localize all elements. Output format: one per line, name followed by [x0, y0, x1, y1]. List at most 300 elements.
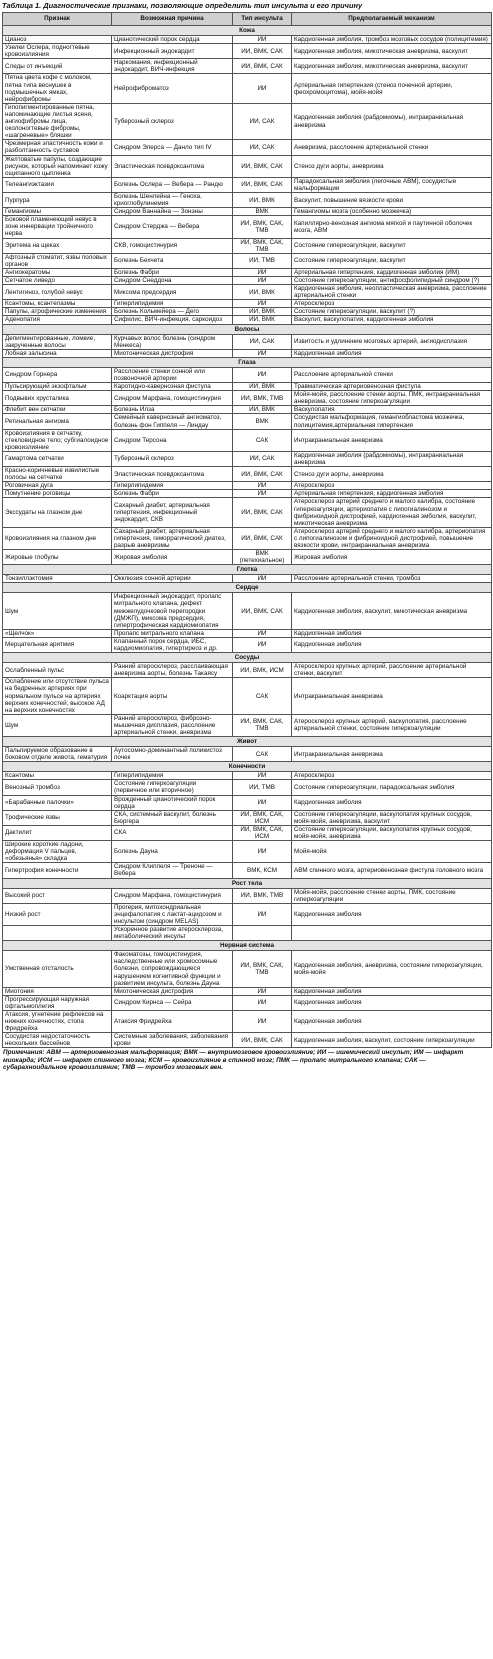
cell-mechanism: Парадоксальная эмболия (легочные АВМ), сосудистые мальформации	[292, 177, 492, 192]
cell-mechanism: Кардиогенная эмболия, неопластическая аневризма, расслоение артериальной стенки	[292, 285, 492, 300]
section-header-row	[3, 878, 492, 888]
table-row	[3, 268, 492, 276]
cell-stroke-type: ВМК (петехиальное)	[233, 550, 292, 565]
cell-stroke-type: ИИ	[233, 575, 292, 583]
cell-mechanism: Травматическая артериовенозная фистула	[292, 383, 492, 391]
section-title: Живот	[3, 737, 492, 747]
cell-sign: Дактилит	[3, 825, 112, 840]
cell-cause: Синдром Марфана, гомоцистинурия	[112, 888, 233, 903]
cell-sign: Гамартома сетчатки	[3, 451, 112, 466]
cell-mechanism: Сосудистая мальформация, гемангиобластома мозжечка, полицитемия,артериальная гипертензия	[292, 414, 492, 429]
table-row	[3, 987, 492, 995]
cell-cause: Каротидно-кавернозная фистула	[112, 383, 233, 391]
cell-mechanism: Капиллярно-венозная ангиома мягкой и паутинной оболочек мозга, АВМ	[292, 216, 492, 238]
table-row	[3, 550, 492, 565]
cell-stroke-type: ИИ, ВМК	[233, 192, 292, 207]
cell-sign: Узелки Ослера, подногтевые кровоизлияния	[3, 44, 112, 59]
table-row	[3, 863, 492, 878]
cell-mechanism: Кардиогенная эмболия (рабдомиомы), интракраниальная аневризма	[292, 451, 492, 466]
cell-cause: Синдром Марфана, гомоцистинурия	[112, 391, 233, 406]
cell-stroke-type: ИИ, ВМК, САК	[233, 155, 292, 177]
table-row	[3, 285, 492, 300]
cell-mechanism: Состояние гиперкоагуляции, васкулит	[292, 253, 492, 268]
table-row	[3, 825, 492, 840]
table-row	[3, 59, 492, 74]
cell-stroke-type: ИИ	[233, 841, 292, 863]
cell-cause: Цианотический порок сердца	[112, 36, 233, 44]
cell-mechanism: Кардиогенная эмболия, васкулит, микотическая аневризма	[292, 593, 492, 629]
cell-stroke-type: ИИ, ВМК	[233, 285, 292, 300]
cell-cause: Болезнь Бехчета	[112, 253, 233, 268]
cell-stroke-type: ИИ, ВМК, ТМВ	[233, 391, 292, 406]
cell-mechanism	[292, 926, 492, 941]
table-row	[3, 414, 492, 429]
cell-stroke-type: ИИ	[233, 277, 292, 285]
cell-sign: Синдром Горнера	[3, 367, 112, 382]
cell-cause: Курчавых волос болезнь (синдром Менкеса)	[112, 334, 233, 349]
cell-mechanism: Кардиогенная эмболия	[292, 995, 492, 1010]
cell-sign: Телеангиэктазии	[3, 177, 112, 192]
cell-stroke-type: ИИ	[233, 74, 292, 103]
cell-cause: Гиперлипидемия	[112, 482, 233, 490]
cell-sign: «Барабанные палочки»	[3, 795, 112, 810]
cell-cause: Сифилис, ВИЧ-инфекция, саркоидоз	[112, 316, 233, 324]
table-row	[3, 575, 492, 583]
table-row	[3, 383, 492, 391]
table-row	[3, 44, 492, 59]
cell-cause: Клапанный порок сердца, ИБС, кардиомиопатия, гипертиреоз и др.	[112, 637, 233, 652]
section-title: Сердце	[3, 583, 492, 593]
cell-cause: Гиперлипидемия	[112, 772, 233, 780]
cell-mechanism: Стеноз дуги аорты, аневризма	[292, 155, 492, 177]
cell-cause: Миотоническая дистрофия	[112, 349, 233, 357]
section-title: Кожа	[3, 26, 492, 36]
cell-mechanism: Гемангиомы мозга (особенно мозжечка)	[292, 208, 492, 216]
cell-stroke-type: ИИ, ВМК, САК	[233, 498, 292, 527]
cell-mechanism: Мойя-мойя, расслоение стенки аорты, ПМК, состояние гиперкоагуляции	[292, 888, 492, 903]
cell-cause: СКА, системный васкулит, болезнь Бюргера	[112, 810, 233, 825]
cell-sign: Шум	[3, 593, 112, 629]
section-header-row	[3, 357, 492, 367]
header-sign: Признак	[3, 13, 112, 26]
cell-sign: Ангиокератомы	[3, 268, 112, 276]
cell-sign: Аденопатия	[3, 316, 112, 324]
cell-cause: Синдром Элерса — Данло тип IV	[112, 140, 233, 155]
cell-cause: Коарктация аорты	[112, 678, 233, 714]
cell-sign: Помутнение роговицы	[3, 490, 112, 498]
cell-sign: Ксантомы, ксантелазмы	[3, 300, 112, 308]
cell-mechanism: Мойя-мойя, расслоение стенки аорты, ПМК, интракраниальная аневризма, состояние гиперкоагуляции	[292, 391, 492, 406]
cell-cause: Врожденный цианотический порок сердца	[112, 795, 233, 810]
cell-mechanism: Стеноз дуги аорты, аневризма	[292, 467, 492, 482]
table-row	[3, 238, 492, 253]
section-header-row	[3, 324, 492, 334]
cell-cause: Болезнь Кольмейера — Дего	[112, 308, 233, 316]
cell-stroke-type: ИИ, ВМК, САК	[233, 527, 292, 549]
cell-sign: Пальпируемое образование в боковом отделе живота, гематурия	[3, 747, 112, 762]
cell-mechanism: Кардиогенная эмболия	[292, 349, 492, 357]
cell-cause: Пролапс митрального клапана	[112, 629, 233, 637]
table-row	[3, 903, 492, 925]
cell-sign: Чрезмерная эластичность кожи и разболтанность суставов	[3, 140, 112, 155]
cell-cause: Инфекционный эндокардит	[112, 44, 233, 59]
cell-stroke-type: ИИ, САК	[233, 451, 292, 466]
cell-sign: Лобная залысина	[3, 349, 112, 357]
table-row	[3, 36, 492, 44]
cell-cause: Миотоническая дистрофия	[112, 987, 233, 995]
cell-sign: Шум	[3, 714, 112, 736]
cell-cause: Аутосомно-доминантный поликистоз почек	[112, 747, 233, 762]
table-row	[3, 1033, 492, 1048]
cell-stroke-type: САК	[233, 747, 292, 762]
cell-mechanism: Атеросклероз крупных артерий, васкулопатия, расслоение артериальной стенки, состояние гиперкоагуляции	[292, 714, 492, 736]
section-title: Сосуды	[3, 653, 492, 663]
header-stroke-type: Тип инсульта	[233, 13, 292, 26]
cell-sign: Гемангиомы	[3, 208, 112, 216]
table-row	[3, 663, 492, 678]
cell-stroke-type: ИИ	[233, 987, 292, 995]
cell-sign: Роговичная дуга	[3, 482, 112, 490]
cell-stroke-type: ИИ, ВМК, САК, ИСМ	[233, 825, 292, 840]
table-body	[3, 26, 492, 1048]
table-row	[3, 451, 492, 466]
table-row	[3, 810, 492, 825]
cell-stroke-type	[233, 926, 292, 941]
cell-mechanism: Жировая эмболия	[292, 550, 492, 565]
cell-sign: Афтозный стоматит, язвы половых органов	[3, 253, 112, 268]
table-row	[3, 367, 492, 382]
cell-stroke-type: ИИ	[233, 300, 292, 308]
cell-sign: Ксантомы	[3, 772, 112, 780]
cell-mechanism: Атеросклероз	[292, 482, 492, 490]
table-row	[3, 780, 492, 795]
cell-cause: Болезнь Фабри	[112, 268, 233, 276]
cell-cause: Наркомания, инфекционный эндокардит, ВИЧ-инфекция	[112, 59, 233, 74]
cell-cause: Ускоренное развитие атеросклероза, метаболический инсульт	[112, 926, 233, 941]
cell-mechanism: Состояние гиперкоагуляции, васкулопатия крупных сосудов, мойя-мойя, аневризма	[292, 825, 492, 840]
cell-sign: Гипертрофия конечности	[3, 863, 112, 878]
section-title: Конечности	[3, 762, 492, 772]
cell-stroke-type: ИИ, ВМК, САК	[233, 177, 292, 192]
table-row	[3, 593, 492, 629]
diagnostic-signs-table	[2, 12, 492, 1048]
cell-mechanism: Атеросклероз артерий среднего и малого калибра, артериопатия с липогиалинозом и фибриноидной дистрофией, повышение вязкости крови, интракраниальная аневризма	[292, 527, 492, 549]
cell-stroke-type: ВМК, КСМ	[233, 863, 292, 878]
cell-stroke-type: ИИ	[233, 772, 292, 780]
cell-mechanism: Кардиогенная эмболия, васкулит, состояние гиперкоагуляции	[292, 1033, 492, 1048]
cell-stroke-type: ИИ, ВМК	[233, 316, 292, 324]
cell-sign: Ослабление или отсутствие пульса на бедренных артериях при нормальном пульсе на артериях верхних конечностей; высокое АД на верхних конечностях	[3, 678, 112, 714]
table-row	[3, 253, 492, 268]
cell-mechanism: Состояние гиперкоагуляции, парадоксальная эмболия	[292, 780, 492, 795]
section-header-row	[3, 762, 492, 772]
cell-mechanism: Интракраниальная аневризма	[292, 678, 492, 714]
cell-cause: Болезнь Дауна	[112, 841, 233, 863]
table-row	[3, 140, 492, 155]
cell-mechanism: Кардиогенная эмболия	[292, 987, 492, 995]
table-row	[3, 772, 492, 780]
cell-cause: Ранний атеросклероз, расслаивающая аневризма аорты, болезнь Такаясу	[112, 663, 233, 678]
cell-sign: Экссудаты на глазном дне	[3, 498, 112, 527]
table-notes: Примечания: АВМ — артериовенозная мальформация; ВМК — внутримозговое кровоизлияние; ИИ — ишемический инсульт; ИМ — инфаркт миокарда; ИСМ — инфаркт спинного мозга; КСМ — кровоизлияние в спинной мозг; ПМК — пролапс митрального клапана; САК — субарахноидальное кровоизлияние; ТМВ — тромбоз мозговых вен.	[3, 1049, 464, 1072]
cell-mechanism: Состояние гиперкоагуляции, васкулит	[292, 238, 492, 253]
table-row	[3, 888, 492, 903]
cell-sign: Широкие короткие ладони, деформация V пальцев, «обезьянья» складка	[3, 841, 112, 863]
section-title: Нервная система	[3, 941, 492, 951]
cell-sign: «Щелчок»	[3, 629, 112, 637]
cell-mechanism: Извитость и удлинение мозговых артерий, ангиодисплазия	[292, 334, 492, 349]
cell-sign: Подвывих хрусталика	[3, 391, 112, 406]
table-row	[3, 498, 492, 527]
cell-cause: СКА	[112, 825, 233, 840]
cell-sign: Атаксия, угнетение рефлексов на нижних конечностях, стопа Фридрейха	[3, 1010, 112, 1032]
cell-mechanism: Васкулит, повышение вязкости крови	[292, 192, 492, 207]
cell-stroke-type: ИИ	[233, 637, 292, 652]
cell-cause: Болезнь Фабри	[112, 490, 233, 498]
table-row	[3, 391, 492, 406]
cell-mechanism: Атеросклероз крупных артерий, расслоение артериальной стенки, васкулит	[292, 663, 492, 678]
section-header-row	[3, 653, 492, 663]
cell-mechanism: Кардиогенная эмболия, аневризма, состояние гиперкоагуляции, мойя-мойя	[292, 951, 492, 987]
cell-sign: Пурпура	[3, 192, 112, 207]
cell-mechanism: Аневризма, расслоение артериальной стенки	[292, 140, 492, 155]
cell-mechanism: Кардиогенная эмболия	[292, 629, 492, 637]
cell-mechanism: Кардиогенная эмболия, микотическая аневризма, васкулит	[292, 59, 492, 74]
cell-mechanism: Кардиогенная эмболия	[292, 795, 492, 810]
cell-mechanism: Атеросклероз	[292, 300, 492, 308]
cell-mechanism: Состояние гиперкоагуляции, васкулопатия крупных сосудов, мойя-мойя, аневризма, васкулит	[292, 810, 492, 825]
cell-cause: Сахарный диабет, артериальная гипертензия, геморрагический диатез, разрыв аневризмы	[112, 527, 233, 549]
table-row	[3, 747, 492, 762]
section-header-row	[3, 941, 492, 951]
cell-stroke-type: ИИ	[233, 482, 292, 490]
cell-sign: Прогрессирующая наружная офтальмоплегия	[3, 995, 112, 1010]
table-row	[3, 192, 492, 207]
cell-stroke-type: ВМК	[233, 208, 292, 216]
cell-stroke-type: ИИ, ВМК, САК, ТМВ	[233, 216, 292, 238]
cell-cause: Синдром Кирнса — Сейра	[112, 995, 233, 1010]
cell-stroke-type: ИИ, ВМК, САК, ТМВ	[233, 714, 292, 736]
cell-sign: Желтоватые папулы, создающие рисунок, который напоминает кожу ощипанного цыпленка	[3, 155, 112, 177]
cell-stroke-type: ИИ, ВМК, САК	[233, 467, 292, 482]
cell-stroke-type: ИИ, САК	[233, 140, 292, 155]
cell-mechanism: Расслоение артериальной стенки	[292, 367, 492, 382]
cell-stroke-type: ИИ	[233, 367, 292, 382]
cell-stroke-type: ИИ, ВМК, САК	[233, 44, 292, 59]
cell-mechanism: АВМ спинного мозга, артериовенозная фистула головного мозга	[292, 863, 492, 878]
cell-sign: Цианоз	[3, 36, 112, 44]
table-row	[3, 334, 492, 349]
cell-sign: Сосудистая недостаточность нескольких бассейнов	[3, 1033, 112, 1048]
table-row	[3, 208, 492, 216]
cell-stroke-type: ИИ, ВМК, САК	[233, 1033, 292, 1048]
cell-sign: Ретинальная ангиома	[3, 414, 112, 429]
cell-stroke-type: ИИ	[233, 268, 292, 276]
cell-cause: Болезнь Ослера — Вебера — Рандю	[112, 177, 233, 192]
cell-stroke-type: ИИ, ВМК, САК, ТМВ	[233, 951, 292, 987]
section-header-row	[3, 583, 492, 593]
cell-cause: Гиперлипидемия	[112, 300, 233, 308]
cell-stroke-type: ИИ	[233, 995, 292, 1010]
table-row	[3, 300, 492, 308]
cell-sign: Жировые глобулы	[3, 550, 112, 565]
table-row	[3, 74, 492, 103]
table-row	[3, 637, 492, 652]
cell-cause: Синдром Клиппеля — Треноне — Вебера	[112, 863, 233, 878]
cell-cause: Состояние гиперкоагуляции (первичное или вторичное)	[112, 780, 233, 795]
table-row	[3, 841, 492, 863]
cell-mechanism: Кардиогенная эмболия, микотическая аневризма, васкулит	[292, 44, 492, 59]
cell-sign: Следы от инъекций	[3, 59, 112, 74]
section-title: Глаза	[3, 357, 492, 367]
table-row	[3, 951, 492, 987]
cell-stroke-type: ИИ	[233, 36, 292, 44]
cell-cause: Синдром Ваннайна — Зонэны	[112, 208, 233, 216]
cell-cause: Ранний атеросклероз, фиброзно-мышечная дисплазия, расслоение артериальной стенки, аневризма	[112, 714, 233, 736]
cell-cause: Эластическая псевдоксантома	[112, 467, 233, 482]
table-row	[3, 216, 492, 238]
cell-sign: Низкий рост	[3, 903, 112, 925]
table-row	[3, 429, 492, 451]
cell-cause: Жировая эмболия	[112, 550, 233, 565]
cell-cause: Синдром Стерджа — Вебера	[112, 216, 233, 238]
table-row	[3, 678, 492, 714]
table-row	[3, 795, 492, 810]
table-row	[3, 308, 492, 316]
table-row	[3, 482, 492, 490]
cell-cause: Миксома предсердия	[112, 285, 233, 300]
cell-mechanism: Интракраниальная аневризма	[292, 429, 492, 451]
cell-cause: Нейрофиброматоз	[112, 74, 233, 103]
table-caption: Таблица 1. Диагностические признаки, позволяющие определить тип инсульта и его причину	[2, 1, 363, 10]
table-row	[3, 926, 492, 941]
cell-sign: Красно-коричневые извилистые полосы на сетчатке	[3, 467, 112, 482]
cell-stroke-type: САК	[233, 429, 292, 451]
table-row	[3, 277, 492, 285]
cell-mechanism: Васкулит, васкулопатия, кардиогенная эмболия	[292, 316, 492, 324]
cell-mechanism: Кардиогенная эмболия	[292, 903, 492, 925]
cell-sign: Папулы, атрофические изменения	[3, 308, 112, 316]
cell-sign: Боковой пламенеющий невус в зоне иннервации тройничного нерва	[3, 216, 112, 238]
cell-cause: Системные заболевания, заболевания крови	[112, 1033, 233, 1048]
cell-stroke-type: ИИ	[233, 629, 292, 637]
table-row	[3, 467, 492, 482]
table-row	[3, 103, 492, 139]
table-row	[3, 527, 492, 549]
section-title: Рост тела	[3, 878, 492, 888]
cell-cause: Семейный кавернозный ангиоматоз, болезнь фон Гиппеля — Линдау	[112, 414, 233, 429]
table-row	[3, 995, 492, 1010]
cell-mechanism: Васкулопатия	[292, 406, 492, 414]
cell-cause: Болезнь Илза	[112, 406, 233, 414]
cell-sign	[3, 926, 112, 941]
cell-stroke-type: ИИ	[233, 1010, 292, 1032]
cell-mechanism: Кардиогенная эмболия	[292, 637, 492, 652]
cell-sign: Кровоизлияния на глазном дне	[3, 527, 112, 549]
cell-mechanism: Интракраниальная аневризма	[292, 747, 492, 762]
cell-sign: Эритема на щеках	[3, 238, 112, 253]
cell-sign: Трофические язвы	[3, 810, 112, 825]
cell-stroke-type: ИИ, САК	[233, 334, 292, 349]
cell-sign: Пятна цвета кофе с молоком, пятна типа веснушек в подмышечных ямках, нейрофибромы	[3, 74, 112, 103]
cell-mechanism: Состояние гиперкоагуляции, васкулит (?)	[292, 308, 492, 316]
section-title: Волосы	[3, 324, 492, 334]
cell-cause: Факоматозы, гомоцистинурия, наследственные или хромосомные болезни, сопровождающиеся нарушением когнитивной функции и развитием инсульта, болезнь Дауна	[112, 951, 233, 987]
cell-cause: Инфекционный эндокардит, пролапс митрального клапана, дефект межжелудочковой перегородки (ДМЖП), миксома предсердия, гипертрофическая кардиомиопатия	[112, 593, 233, 629]
cell-stroke-type: ИИ, ВМК	[233, 383, 292, 391]
table-row	[3, 406, 492, 414]
section-header-row	[3, 26, 492, 36]
cell-cause: Сахарный диабет, артериальная гипертензия, инфекционный эндокардит, СКВ	[112, 498, 233, 527]
cell-sign: Кровоизлияния в сетчатку, стекловидное тело; субгиалоидное кровоизлияние	[3, 429, 112, 451]
cell-sign: Флебит вен сетчатки	[3, 406, 112, 414]
cell-mechanism: Кардиогенная эмболия, тромбоз мозговых сосудов (полицитемия)	[292, 36, 492, 44]
section-title: Глотка	[3, 565, 492, 575]
table-row	[3, 1010, 492, 1032]
table-row	[3, 629, 492, 637]
cell-cause: Болезнь Шенлейна — Геноха, криоглобулинемия	[112, 192, 233, 207]
cell-stroke-type: ИИ	[233, 795, 292, 810]
cell-cause: Окклюзия сонной артерии	[112, 575, 233, 583]
header-cause: Возможная причина	[112, 13, 233, 26]
cell-stroke-type: ИИ, ВМК, САК	[233, 593, 292, 629]
table-row	[3, 316, 492, 324]
cell-sign: Ослабленный пульс	[3, 663, 112, 678]
cell-stroke-type: ИИ	[233, 903, 292, 925]
cell-stroke-type: ИИ	[233, 349, 292, 357]
cell-sign: Миотония	[3, 987, 112, 995]
cell-sign: Венозный тромбоз	[3, 780, 112, 795]
cell-cause: Синдром Терсона	[112, 429, 233, 451]
header-mechanism: Предполагаемый механизм	[292, 13, 492, 26]
cell-stroke-type: ИИ, ВМК, ТМВ	[233, 888, 292, 903]
cell-sign: Высокий рост	[3, 888, 112, 903]
cell-mechanism: Кардиогенная эмболия	[292, 1010, 492, 1032]
cell-stroke-type: ВМК	[233, 414, 292, 429]
cell-stroke-type: ИИ, ВМК, ИСМ	[233, 663, 292, 678]
table-row	[3, 490, 492, 498]
cell-sign: Лентигиноз, голубой невус	[3, 285, 112, 300]
cell-mechanism: Атеросклероз	[292, 772, 492, 780]
cell-stroke-type: ИИ, ВМК	[233, 308, 292, 316]
cell-mechanism: Кардиогенная эмболия (рабдомиомы), интракраниальная аневризма	[292, 103, 492, 139]
cell-cause: Расслоение стенки сонной или позвоночной артерии	[112, 367, 233, 382]
cell-mechanism: Состояние гиперкоагуляции, антифосфолипидный синдром (?)	[292, 277, 492, 285]
cell-cause: Туберозный склероз	[112, 451, 233, 466]
cell-stroke-type: ИИ	[233, 490, 292, 498]
cell-sign: Гипопигментированные пятна, напоминающие листья ясеня, ангиофибромы лица, околоногтевые фибромы, «шагреневые» бляшки	[3, 103, 112, 139]
cell-sign: Сетчатое ливедо	[3, 277, 112, 285]
table-header-row	[3, 13, 492, 26]
cell-cause: Прогерия, митохондриальная энцефалопатия с лактат-ацидозом и инсультом (синдром MELAS)	[112, 903, 233, 925]
section-header-row	[3, 565, 492, 575]
cell-mechanism: Артериальная гипертензия (стеноз почечной артерии, феохромоцитома), мойя-мойя	[292, 74, 492, 103]
cell-sign: Депигментированные, ломкие, закрученные волосы	[3, 334, 112, 349]
section-header-row	[3, 737, 492, 747]
cell-mechanism: Артериальная гипертензия, кардиогенная эмболия (ИМ)	[292, 268, 492, 276]
cell-cause: Атаксия Фридрейха	[112, 1010, 233, 1032]
cell-stroke-type: ИИ, ТМВ	[233, 780, 292, 795]
table-row	[3, 155, 492, 177]
cell-mechanism: Мойя-мойя	[292, 841, 492, 863]
cell-cause: СКВ, гомоцистинурия	[112, 238, 233, 253]
cell-stroke-type: ИИ, ВМК, САК, ТМВ	[233, 238, 292, 253]
cell-cause: Синдром Снеддона	[112, 277, 233, 285]
cell-cause: Эластическая псевдоксантома	[112, 155, 233, 177]
table-row	[3, 177, 492, 192]
cell-stroke-type: ИИ, ВМК	[233, 406, 292, 414]
cell-mechanism: Расслоение артериальной стенки, тромбоз	[292, 575, 492, 583]
